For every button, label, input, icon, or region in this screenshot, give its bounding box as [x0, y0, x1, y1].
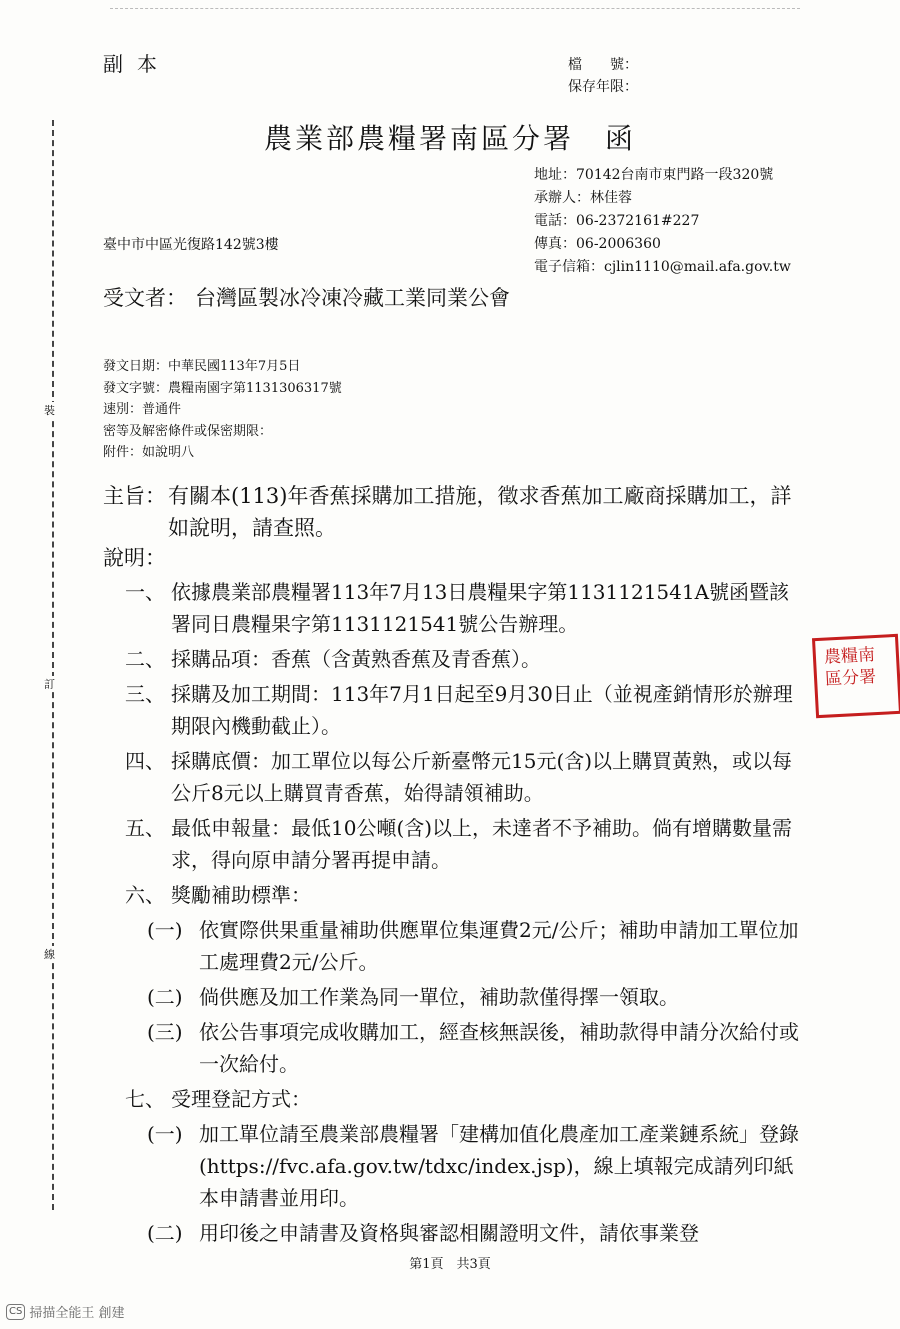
document-number: 發文字號：農糧南園字第1131306317號	[103, 380, 342, 396]
sub-list-item: (一) 加工單位請至農業部農糧署「建構加值化農產加工產業鏈系統」登錄(https://fvc.afa.gov.tw/tdxc/index.jsp)，線上填報完成請列印紙本申請書並用印。	[147, 1122, 799, 1210]
sub-list-item: (二) 倘供應及加工作業為同一單位，補助款僅得擇一領取。	[147, 985, 679, 1009]
attachment: 附件：如說明八	[103, 445, 195, 460]
file-number: 檔 號：	[568, 57, 638, 73]
binding-mark-ding: 訂	[44, 678, 55, 691]
list-item: 一、 依據農業部農糧署113年7月13日農糧果字第1131121541A號函暨該署同日農糧果字第1131121541號公告辦理。	[125, 580, 790, 636]
list-item: 四、 採購底價：加工單位以每公斤新臺幣元15元(含)以上購買黃熟，或以每公斤8元以上購買青香蕉，始得請領補助。	[125, 749, 793, 805]
camscanner-icon: CS	[6, 1304, 25, 1320]
contact-person: 承辦人： 林佳蓉	[534, 190, 632, 206]
document-title: 農業部農糧署南區分署 函	[263, 122, 636, 155]
contact-email: 電子信箱： cjlin1110@mail.afa.gov.tw	[534, 259, 791, 275]
subject-label: 主旨：	[103, 484, 166, 508]
file-info	[568, 54, 638, 98]
page-footer: 第1頁 共3頁	[409, 1257, 491, 1272]
list-item: 三、 採購及加工期間：113年7月1日起至9月30日止（並視產銷情形於辦理期限內機動截止）。	[125, 682, 793, 738]
sender-address: 臺中市中區光復路142號3樓	[103, 237, 279, 253]
binding-mark-zhuang: 裝	[44, 404, 55, 417]
binding-mark-xian: 線	[44, 948, 55, 961]
copy-label: 副本	[103, 52, 171, 76]
recipient-label: 受文者：	[103, 286, 187, 310]
scanner-watermark	[6, 1302, 124, 1321]
list-item: 六、 獎勵補助標準：	[125, 883, 311, 907]
description-label: 說明：	[103, 546, 166, 570]
meta-block	[103, 356, 342, 464]
contact-address: 地址： 70142台南市東門路一段320號	[534, 167, 774, 183]
sub-list-item: (一) 依實際供果重量補助供應單位集運費2元/公斤；補助申請加工單位加工處理費2元/公斤。	[147, 918, 799, 974]
top-divider	[110, 8, 800, 9]
issue-date: 發文日期：中華民國113年7月5日	[103, 359, 301, 374]
recipient-name: 台灣區製冰冷凍冷藏工業同業公會	[195, 286, 510, 310]
contact-block	[534, 164, 794, 279]
recipient	[103, 282, 533, 314]
subject-text: 有關本(113)年香蕉採購加工措施，徵求香蕉加工廠商採購加工，詳如說明，請查照。	[168, 484, 792, 540]
description-items	[103, 576, 803, 1252]
list-item: 二、 採購品項：香蕉（含黃熟香蕉及青香蕉）。	[125, 647, 541, 671]
list-item: 七、 受理登記方式：	[125, 1087, 311, 1111]
retention-period: 保存年限：	[568, 79, 638, 95]
contact-phone: 電話： 06-2372161#227	[534, 213, 700, 229]
confidentiality: 密等及解密條件或保密期限：	[103, 423, 273, 439]
sub-list-item: (三) 依公告事項完成收購加工，經查核無誤後，補助款得申請分次給付或一次給付。	[147, 1020, 799, 1076]
subject	[103, 480, 803, 544]
official-seal: 農糧南區分署	[812, 634, 900, 718]
binding-line	[52, 120, 54, 1210]
scanner-text: 掃描全能王 創建	[29, 1306, 125, 1321]
sub-list-item: (二) 用印後之申請書及資格與審認相關證明文件，請依事業登	[147, 1221, 699, 1245]
urgency: 速別：普通件	[103, 402, 182, 417]
list-item: 五、 最低申報量：最低10公噸(含)以上，未達者不予補助。倘有增購數量需求，得向原申請分署再提申請。	[125, 816, 793, 872]
contact-fax: 傳真： 06-2006360	[534, 236, 661, 252]
